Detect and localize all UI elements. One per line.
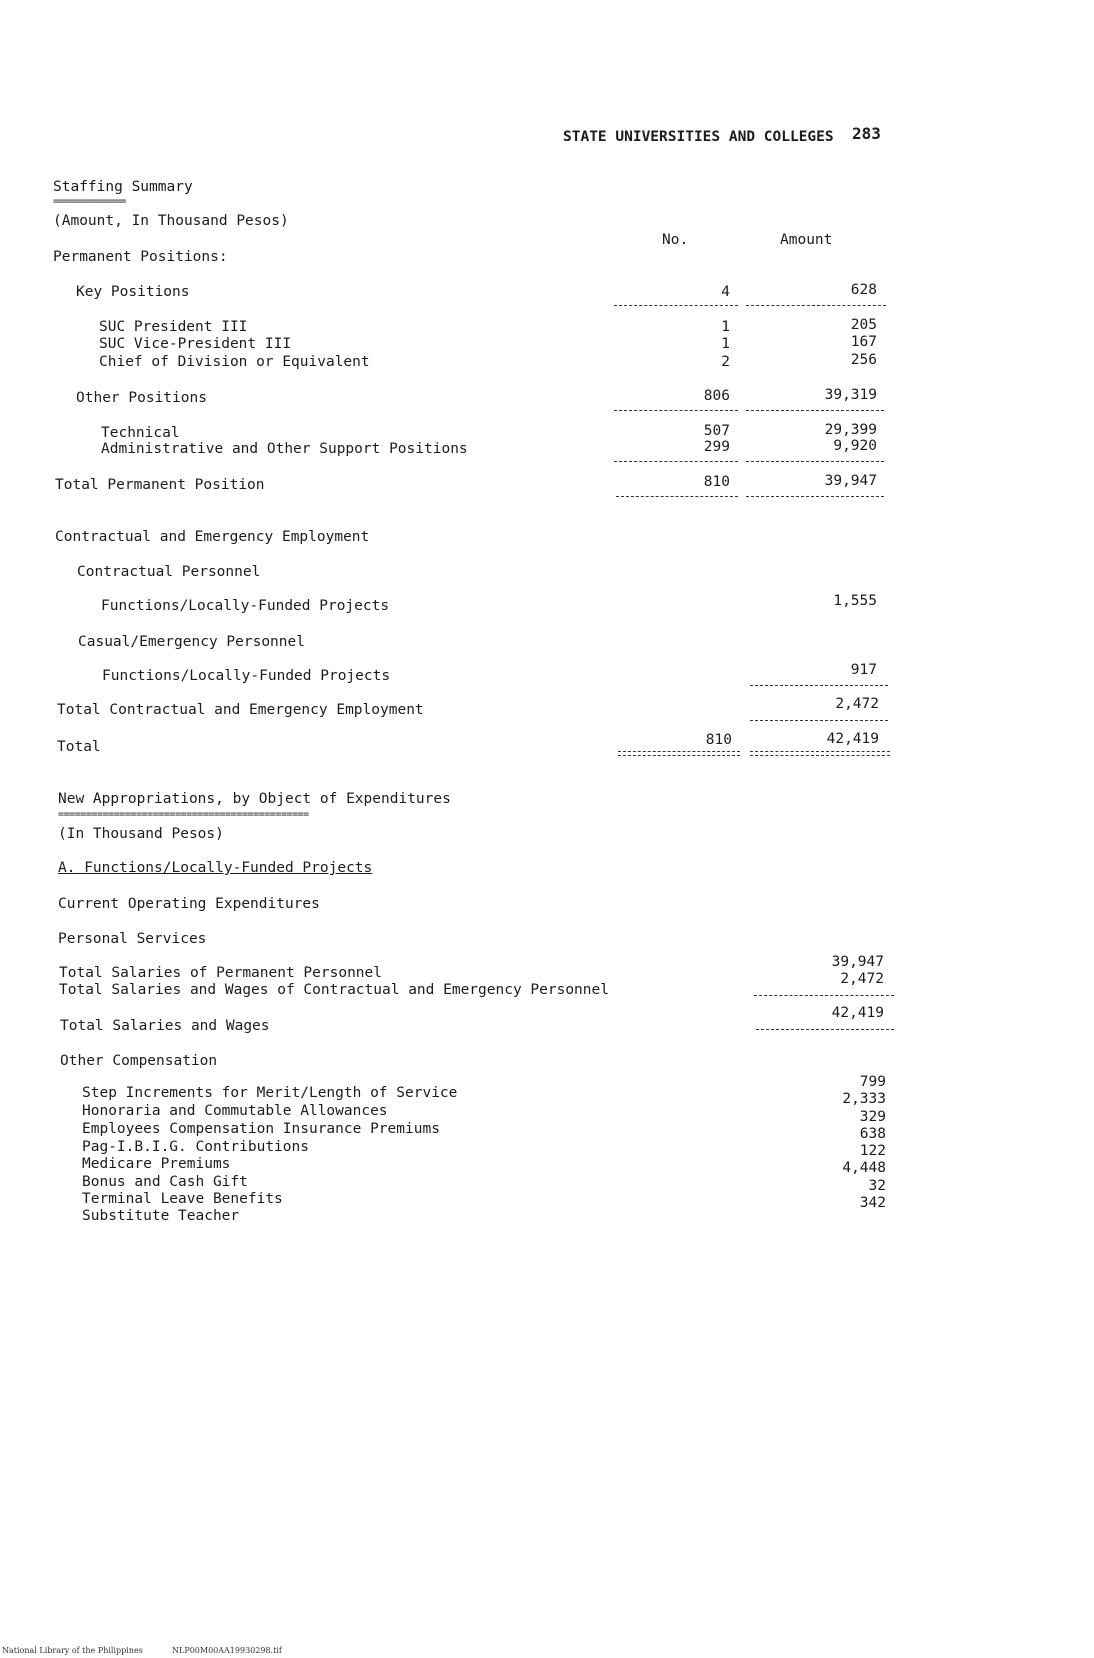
contractual-functions-label: Functions/Locally-Funded Projects [101, 598, 390, 614]
footer-library: National Library of the Philippines [2, 1646, 143, 1655]
staffing-subtitle: (Amount, In Thousand Pesos) [53, 213, 289, 229]
other-item-amount: 9,920 [833, 438, 877, 454]
grand-total-rule [618, 751, 740, 756]
other-positions-no: 806 [703, 388, 730, 404]
contractual-personnel-label: Contractual Personnel [77, 564, 261, 580]
compensation-item-label: Terminal Leave Benefits [82, 1191, 283, 1207]
subtotal-rule [756, 1029, 894, 1030]
personal-services-heading: Personal Services [58, 931, 207, 947]
subtotal-rule [750, 720, 888, 721]
total-permanent-amount: 39,947 [824, 473, 877, 489]
compensation-item-amount: 2,333 [842, 1091, 886, 1107]
other-compensation-heading: Other Compensation [60, 1053, 218, 1069]
compensation-item-amount: 32 [868, 1178, 886, 1194]
other-item-label: Technical [101, 425, 180, 441]
other-positions-label: Other Positions [76, 390, 207, 406]
total-permanent-no: 810 [703, 474, 730, 490]
other-item-amount: 29,399 [824, 422, 877, 438]
salaries-permanent-label: Total Salaries of Permanent Personnel [59, 965, 383, 981]
staffing-title: Staffing Summary [53, 179, 193, 195]
compensation-item-label: Step Increments for Merit/Length of Service [82, 1085, 458, 1101]
compensation-item-amount: 4,448 [842, 1160, 886, 1176]
salaries-permanent-amount: 39,947 [831, 954, 884, 970]
key-item-no: 1 [721, 319, 730, 335]
appropriations-title: New Appropriations, by Object of Expenditures [58, 791, 451, 807]
contractual-functions-amount: 1,555 [833, 593, 877, 609]
compensation-item-label: Bonus and Cash Gift [82, 1174, 248, 1190]
total-salaries-amount: 42,419 [831, 1005, 884, 1021]
salaries-contractual-amount: 2,472 [840, 971, 884, 987]
total-contractual-amount: 2,472 [835, 696, 879, 712]
staffing-title-rule: =============== [53, 196, 126, 207]
grand-total-amount: 42,419 [826, 731, 879, 747]
contractual-heading: Contractual and Emergency Employment [55, 529, 370, 545]
key-positions-label: Key Positions [76, 284, 190, 300]
compensation-item-label: Employees Compensation Insurance Premiums [82, 1121, 440, 1137]
other-positions-amount: 39,319 [824, 387, 877, 403]
compensation-item-amount: 122 [859, 1143, 886, 1159]
subtotal-rule [746, 461, 884, 462]
subtotal-rule [614, 305, 738, 306]
casual-functions-label: Functions/Locally-Funded Projects [102, 668, 391, 684]
grand-total-rule [750, 751, 890, 756]
compensation-item-amount: 329 [859, 1109, 886, 1125]
key-item-label: Chief of Division or Equivalent [99, 354, 370, 370]
key-item-amount: 205 [850, 317, 877, 333]
page-number: 283 [852, 124, 881, 143]
compensation-item-label: Honoraria and Commutable Allowances [82, 1103, 388, 1119]
subtotal-rule [616, 496, 738, 497]
total-contractual-label: Total Contractual and Emergency Employment [57, 702, 424, 718]
other-item-no: 507 [703, 423, 730, 439]
key-item-no: 1 [721, 336, 730, 352]
permanent-positions-heading: Permanent Positions: [53, 249, 228, 265]
compensation-item-label: Substitute Teacher [82, 1208, 240, 1224]
subtotal-rule [614, 461, 738, 462]
compensation-item-label: Medicare Premiums [82, 1156, 231, 1172]
current-operating-heading: Current Operating Expenditures [58, 896, 320, 912]
running-header: STATE UNIVERSITIES AND COLLEGES [563, 129, 834, 145]
grand-total-no: 810 [705, 732, 732, 748]
compensation-item-label: Pag-I.B.I.G. Contributions [82, 1139, 309, 1155]
key-item-no: 2 [721, 354, 730, 370]
subtotal-rule [746, 410, 884, 411]
casual-personnel-label: Casual/Emergency Personnel [78, 634, 305, 650]
salaries-contractual-label: Total Salaries and Wages of Contractual and Emergency Personnel [59, 982, 609, 998]
key-item-label: SUC Vice-President III [99, 336, 292, 352]
compensation-item-amount: 638 [859, 1126, 886, 1142]
subtotal-rule [614, 410, 738, 411]
key-item-amount: 167 [850, 334, 877, 350]
casual-functions-amount: 917 [850, 662, 877, 678]
compensation-item-amount: 799 [859, 1074, 886, 1090]
total-salaries-label: Total Salaries and Wages [60, 1018, 270, 1034]
appropriations-subtitle: (In Thousand Pesos) [58, 826, 224, 842]
subtotal-rule [746, 305, 886, 306]
compensation-item-amount: 342 [859, 1195, 886, 1211]
grand-total-label: Total [57, 739, 101, 755]
other-item-label: Administrative and Other Support Positions [101, 441, 468, 457]
subtotal-rule [754, 995, 894, 996]
key-item-label: SUC President III [99, 319, 248, 335]
appropriations-title-rule: ============================================= [58, 809, 309, 820]
subtotal-rule [750, 685, 888, 686]
column-header-no: No. [662, 232, 689, 248]
key-positions-amount: 628 [850, 282, 877, 298]
total-permanent-label: Total Permanent Position [55, 477, 265, 493]
other-item-no: 299 [703, 439, 730, 455]
key-positions-no: 4 [721, 284, 730, 300]
footer-filename: NLP00M00AA19930298.tif [172, 1646, 282, 1655]
subtotal-rule [746, 496, 884, 497]
key-item-amount: 256 [850, 352, 877, 368]
column-header-amount: Amount [780, 232, 833, 248]
section-heading: A. Functions/Locally-Funded Projects [58, 860, 373, 876]
